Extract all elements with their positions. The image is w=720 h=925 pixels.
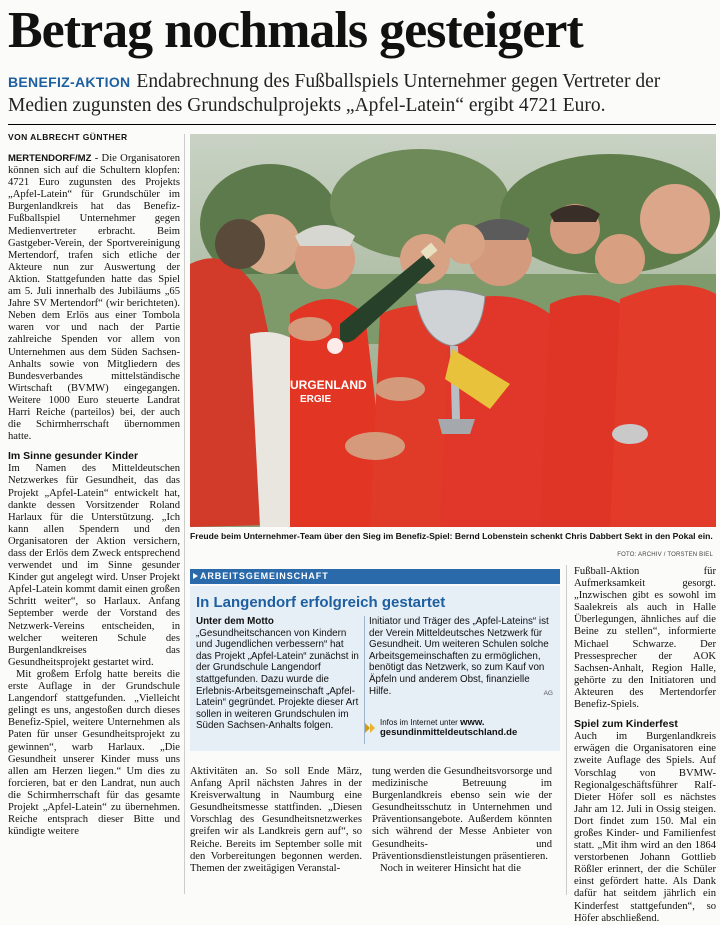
byline: VON ALBRECHT GÜNTHER	[8, 132, 128, 142]
subheading-gesunde-kinder: Im Sinne gesunder Kinder	[8, 450, 139, 463]
box-right-column: Initiator und Träger des „Apfel-Lateins“ ist der Verein Mitteldeutsches Netzwerk für Gesundheit. Um weiteren Schulen solche Arbeitsgemeinschaften zu ermöglichen, benötigt das Netzwerk, so zum Kauf von Äpfeln und anderem Obst, finanzielle Hilfe. AG	[369, 616, 553, 699]
info-prefix: Infos im Internet unter	[380, 718, 458, 727]
subheadline	[8, 70, 713, 117]
paragraph-3: Mit großem Erfolg hatte bereits die erste Auflage in der Grundschule Langendorf stattgefunden. „Vielleicht gelingt es uns, angestoßen durch dieses Benefiz-Spiel, weitere Unternehmen als Paten für unser Gesundheitsprojekt zu gewinnen“, warb Harlaux. „Die Gesundheit unserer Kinder muss uns allen am Herzen liegen.“ Um dies zu forcieren, bat er den Landrat, nun auch die Schirmherrschaft für das gesamte Projekt „Apfel-Latein“ zu übernehmen. Reiche entsprach dieser Bitte und kündigte weitere	[8, 668, 180, 838]
article-column-4	[574, 566, 716, 924]
article-column-1	[8, 153, 180, 897]
paragraph-2: Im Namen des Mitteldeutschen Netzwerkes für Gesundheit, das das Projekt „Apfel-Latein“ entwickelt hat, dankte dessen Vorsitzender Roland Harlaux für die Unterstützung. „Ich kann allen Spendern und den Organisatoren der Aktion versichern, dass der Erlös dem Zweck entsprechend verwendet und im Sinne gesunder Kinder gut angelegt wird. Unser Projekt Apfel-Latein kommt damit einen großen Schritt weiter“, so Harlaux. Anfang September werde der Vorstand des Netzwerk-Vereins entscheiden, in welcher weiteren Schule des Burgenlandkreises das Gesundheitsprojekt gestartet wird.	[8, 463, 180, 668]
col4-paragraph-1: Fußball-Aktion für Aufmerksamkeit gesorgt. „Inzwischen gibt es sowohl im Saalekreis als auch in Halle Überlegungen, ähnliches auf die Beine zu stellen“, informierte Michael Schwarze. Der Pressesprecher der AOK Sachsen-Anhalt, Region Halle, gehörte zu den Initiatoren und Akteuren des Mertendorfer Benefiz-Spiels.	[574, 566, 716, 711]
shirt-text-1: URGENLAND	[290, 378, 367, 392]
info-url-part-1: www.	[460, 717, 485, 728]
info-arrow-icon	[364, 721, 378, 735]
box-info-line	[380, 718, 560, 738]
col4-paragraph-2: Auch im Burgenlandkreis erwägen die Organisatoren eine zweite Auflage des Spiels. Auf Vorschlag von BVMW-Regionalgeschäftsführer Ralf-Dieter Höfer soll es nächstes Jahr am 12. Juli in Ossig steigen. Dort findet zum 150. Mal ein großes Kinder- und Familienfest statt. „Mit ihm wird an den 1864 verstorbenen Johann Gottlieb Rößler erinnert, der die Schüler einst gefördert hatte. Als Dank dafür hat seitdem jährlich ein Kinderfest stattgefunden“, so Höfer abschließend.	[574, 731, 716, 924]
col3-paragraph-2: Noch in weiterer Hinsicht hat die	[380, 862, 521, 874]
article-column-3	[372, 766, 552, 896]
subheadline-text: Endabrechnung des Fußballspiels Unternehmer gegen Vertreter der Medien zugunsten des Grundschulprojekts „Apfel-Latein“ ergibt 4721 Euro.	[8, 71, 661, 116]
photo-credit: FOTO: ARCHIV / TORSTEN BIEL	[617, 552, 713, 558]
kicker-label: BENEFIZ-AKTION	[8, 74, 131, 90]
article-photo	[190, 134, 716, 527]
article-column-2: Aktivitäten an. So soll Ende März, Anfang April nächsten Jahres in der Kreisverwaltung in Naumburg eine Gesundheitsmesse stattfinden. „Diesen Vorschlag des Gesundheitsnetzwerkes greifen wir als Landkreis gern auf“, so Reiche. Bereits im September solle mit den Vorbereitungen begonnen werden. Themen der zweitägigen Veranstal-	[190, 766, 362, 874]
info-url-part-2: gesundinmitteldeutschland.de	[380, 727, 518, 738]
paragraph-1: MERTENDORF/MZ - Die Organisatoren können sich auf die Schultern klopfen: 4721 Euro zugunsten des Projekts „Apfel-Latein“ für Grundschüler im Burgenlandkreis hat das Benefiz-Fußballspiel Unternehmer gegen Medienvertreter erbracht. Beim Gastgeber-Verein, der Sportvereinigung Mertendorf, trafen sich etliche der Akteure nun zur Auswertung der Aktion. Stattgefunden hatte das Spiel am 5. Juli innerhalb des Jubiläums „65 Jahre SV Mertendorf“ (wir berichteten). Neben dem Erlös aus einer Tombola waren vor und nach der Partie zahlreiche Spenden vor allem von Unternehmen aus dem Süden Sachsen-Anhalts sowie von Mitgliedern des Bundesverbandes mittelständische Wirtschaft (BVMW) eingegangen. Weitere 1000 Euro steuerte Landrat Harri Reiche (parteilos) bei, der auch die Schirmherrschaft übernommen hatte.	[8, 153, 180, 443]
top-rule	[8, 124, 716, 125]
box-label: ARBEITSGEMEINSCHAFT	[190, 569, 560, 584]
photo-caption: Freude beim Unternehmer-Team über den Sieg im Benefiz-Spiel: Bernd Lobenstein schenkt Chris Dabbert Sekt in den Pokal ein.	[190, 531, 713, 541]
dateline: MERTENDORF/MZ	[8, 153, 92, 164]
shirt-text-2: ERGIE	[300, 394, 332, 405]
column-rule-1	[184, 134, 185, 894]
box-signature: AG	[543, 689, 553, 697]
box-lead: Unter dem Motto	[196, 616, 274, 627]
column-rule-4	[566, 565, 567, 895]
box-title: In Langendorf erfolgreich gestartet	[196, 594, 446, 611]
box-left-column: Unter dem Motto „Gesundheitschancen von Kindern und Jugendlichen verbessern“ hat das Projekt „Apfel-Latein“ zunächst in der Grundschule Langendorf stattgefunden. Dazu wurde die Erlebnis-Arbeitsgemeinschaft „Apfel-Latein“ gegründet. Projekte dieser Art sollen in weiteren Grundschulen im Süden Sachsen-Anhalts folgen.	[196, 616, 359, 732]
col3-paragraph-1: tung werden die Gesundheitsvorsorge und medizinische Betreuung im Burgenlandkreis ebenso sein wie der Gesundheitsschutz in Unternehmen und Präventionsangebote. Außerdem könnten sich während der Messe Anbieter von Gesundheits- und Präventionsdienstleistungen präsentieren.	[372, 766, 552, 862]
subheading-kinderfest: Spiel zum Kinderfest	[574, 718, 678, 731]
headline: Betrag nochmals gesteigert	[8, 2, 583, 59]
